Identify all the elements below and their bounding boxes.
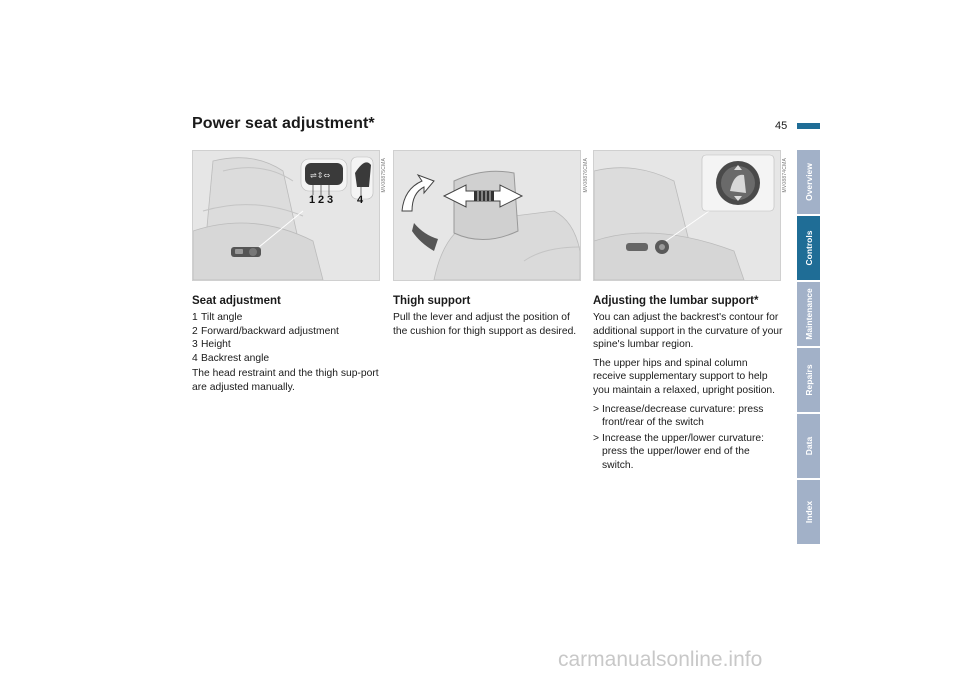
lumbar-support-heading: Adjusting the lumbar support* (593, 295, 759, 307)
tab-label: Maintenance (803, 288, 814, 340)
watermark: carmanualsonline.info (558, 648, 763, 671)
tab-label: Controls (803, 230, 814, 266)
item-text: Forward/backward adjustment (201, 325, 339, 337)
side-tabs (797, 150, 820, 546)
item-text: Tilt angle (201, 312, 243, 323)
tab-index[interactable] (797, 480, 820, 544)
item-number: 4 (192, 352, 198, 364)
page-title: Power seat adjustment* (192, 115, 375, 132)
list-item (192, 311, 382, 325)
seat-adjustment-figure (192, 150, 380, 281)
figure-code-2: MV08876CMA (583, 158, 589, 193)
seat-adjustment-heading: Seat adjustment (192, 295, 281, 307)
lumbar-support-para-1: You can adjust the backrest's contour for additional support in the curvature of your spine's lumbar region. (593, 312, 783, 351)
bullet-item (593, 403, 783, 430)
tab-controls[interactable] (797, 216, 820, 280)
item-number: 1 (192, 312, 198, 323)
thigh-support-section (393, 294, 583, 340)
figure-code-1: MV08875CMA (381, 158, 387, 193)
list-item (192, 325, 382, 339)
figure-code-3: MV08874CMA (782, 158, 788, 193)
tab-repairs[interactable] (797, 348, 820, 412)
thigh-support-figure (393, 150, 581, 281)
bullet-marker: > (593, 432, 600, 444)
tab-maintenance[interactable] (797, 282, 820, 346)
callout-4: 4 (357, 194, 364, 206)
list-item (192, 352, 382, 366)
svg-text:⇌⇕⇔: ⇌⇕⇔ (310, 171, 331, 180)
callout-2: 2 (318, 194, 325, 206)
tab-label: Index (803, 500, 814, 524)
thigh-support-heading: Thigh support (393, 295, 471, 307)
item-number: 3 (192, 339, 198, 351)
bullet-marker: > (593, 403, 600, 415)
tab-label: Overview (803, 163, 814, 201)
list-item (192, 338, 382, 352)
lumbar-support-illustration (594, 151, 780, 280)
thigh-support-illustration (394, 151, 580, 280)
page-number: 45 (775, 120, 788, 132)
item-text: Backrest angle (201, 352, 270, 364)
thigh-support-body: Pull the lever and adjust the position of the cushion for thigh support as desired. (393, 312, 577, 337)
tab-label: Repairs (803, 364, 814, 396)
callout-1: 1 (309, 194, 316, 206)
tab-label: Data (803, 436, 814, 456)
lumbar-support-section (593, 294, 783, 475)
tab-overview[interactable] (797, 150, 820, 214)
callout-3: 3 (327, 194, 334, 206)
lumbar-support-para-2: The upper hips and spinal column receive supplementary support to help you maintain a relaxed, upright position. (593, 357, 776, 396)
item-number: 2 (192, 325, 198, 337)
bullet-text: Increase the upper/lower curvature: press the upper/lower end of the switch. (602, 432, 764, 471)
seat-illustration (193, 151, 379, 280)
lumbar-support-figure (593, 150, 781, 281)
bullet-text: Increase/decrease curvature: press front/rear of the switch (602, 403, 764, 429)
seat-adjustment-section (192, 294, 382, 397)
bullet-item (593, 432, 783, 473)
tab-data[interactable] (797, 414, 820, 478)
seat-adjustment-note: The head restraint and the thigh sup-port are adjusted manually. (192, 368, 379, 393)
item-text: Height (201, 339, 231, 351)
page-marker (797, 123, 820, 129)
